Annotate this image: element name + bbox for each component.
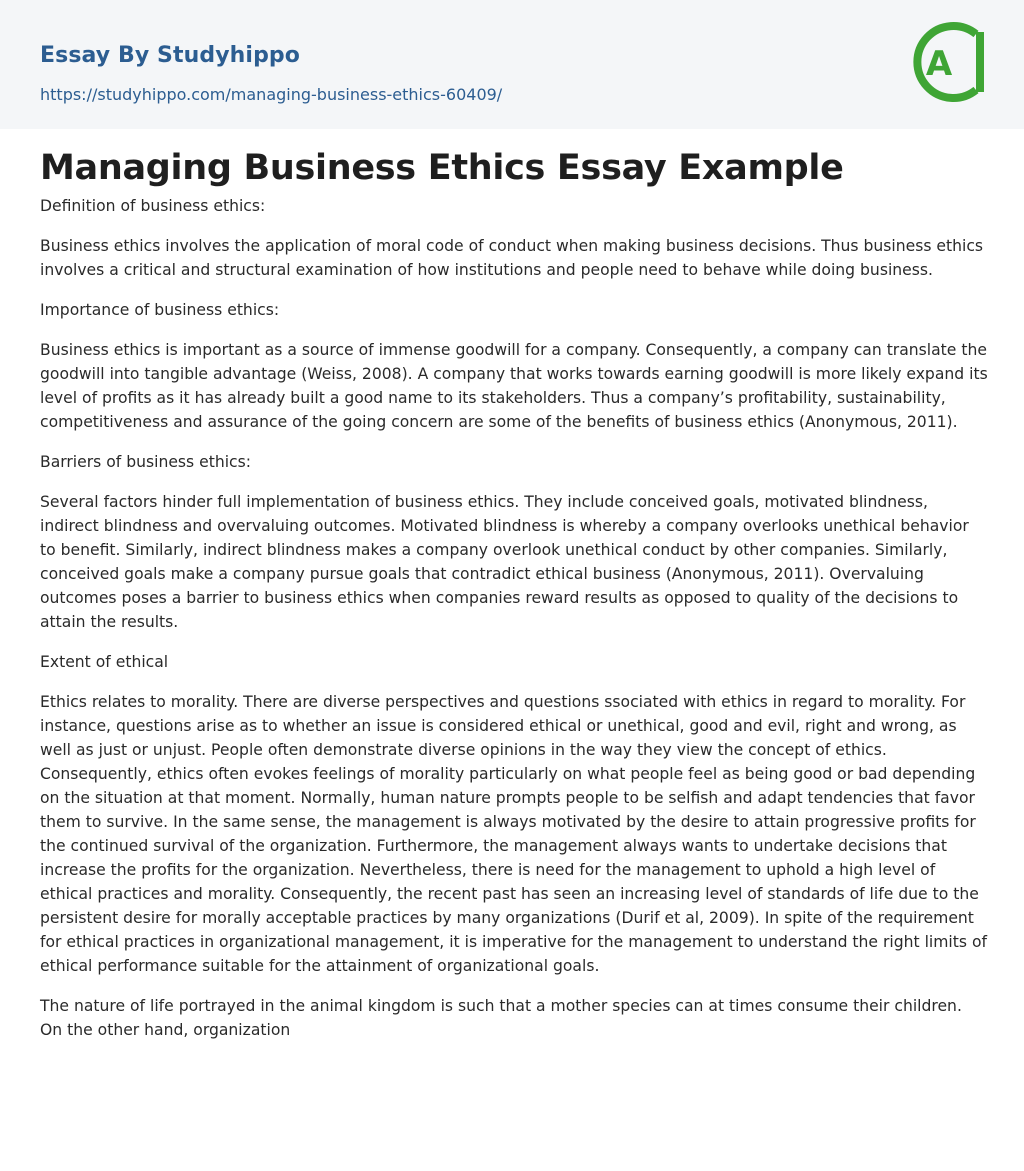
article-body xyxy=(40,194,988,1058)
paragraph: Importance of business ethics: xyxy=(40,301,280,319)
paragraph: The nature of life portrayed in the animal kingdom is such that a mother species can at times consume their children. On the other hand, organization xyxy=(40,997,962,1039)
paragraph: Business ethics is important as a source of immense goodwill for a company. Consequently, a company can translate the goodwill into tangible advantage (Weiss, 2008). A company that works towards earning goodwill is more likely expand its level of profits as it has already built a good name to its stakeholders. Thus a company’s profitability, sustainability, competitiveness and assurance of the going concern are some of the benefits of business ethics (Anonymous, 2011). xyxy=(40,341,988,431)
logo-bar xyxy=(976,32,984,92)
paragraph: Barriers of business ethics: xyxy=(40,453,252,471)
paragraph: Several factors hinder full implementation of business ethics. They include conceived goals, motivated blindness, indirect blindness and overvaluing outcomes. Motivated blindness is whereby a company overlooks unethical behavior to benefit. Similarly, indirect blindness makes a company overlook unethical conduct by other companies. Similarly, conceived goals make a company pursue goals that contradict ethical business (Anonymous, 2011). Overvaluing outcomes poses a barrier to business ethics when companies reward results as opposed to quality of the decisions to attain the results. xyxy=(40,493,969,631)
brand-title[interactable]: Essay By Studyhippo xyxy=(40,43,300,68)
paragraph: Extent of ethical xyxy=(40,653,169,671)
paragraph: Definition of business ethics: xyxy=(40,197,266,215)
paragraph: Ethics relates to morality. There are diverse perspectives and questions ssociated with ethics in regard to morality. For instance, questions arise as to whether an issue is considered ethical or unethical, good and evil, right and wrong, as well as just or unjust. People often demonstrate diverse opinions in the way they view the concept of ethics. Consequently, ethics often evokes feelings of morality particularly on what people feel as being good or bad depending on the situation at that moment. Normally, human nature prompts people to be selfish and adapt tendencies that favor them to survive. In the same sense, the management is always motivated by the desire to attain progressive profits for the continued survival of the organization. Furthermore, the management always wants to undertake decisions that increase the profits for the organization. Nevertheless, there is need for the management to uphold a high level of ethical practices and morality. Consequently, the recent past has seen an increasing level of standards of life due to the persistent desire for morally acceptable practices by many organizations (Durif et al, 2009). In spite of the requirement for ethical practices in organizational management, it is imperative for the management to understand the right limits of ethical performance suitable for the attainment of organizational goals. xyxy=(40,693,987,975)
logo-letter: A xyxy=(925,44,953,84)
source-url-link[interactable]: https://studyhippo.com/managing-business-ethics-60409/ xyxy=(40,85,503,104)
page-title: Managing Business Ethics Essay Example xyxy=(40,148,844,188)
paragraph: Business ethics involves the application of moral code of conduct when making business decisions. Thus business ethics involves a critical and structural examination of how institutions and people need to behave while doing business. xyxy=(40,237,984,279)
studyhippo-logo-icon[interactable] xyxy=(908,18,990,106)
